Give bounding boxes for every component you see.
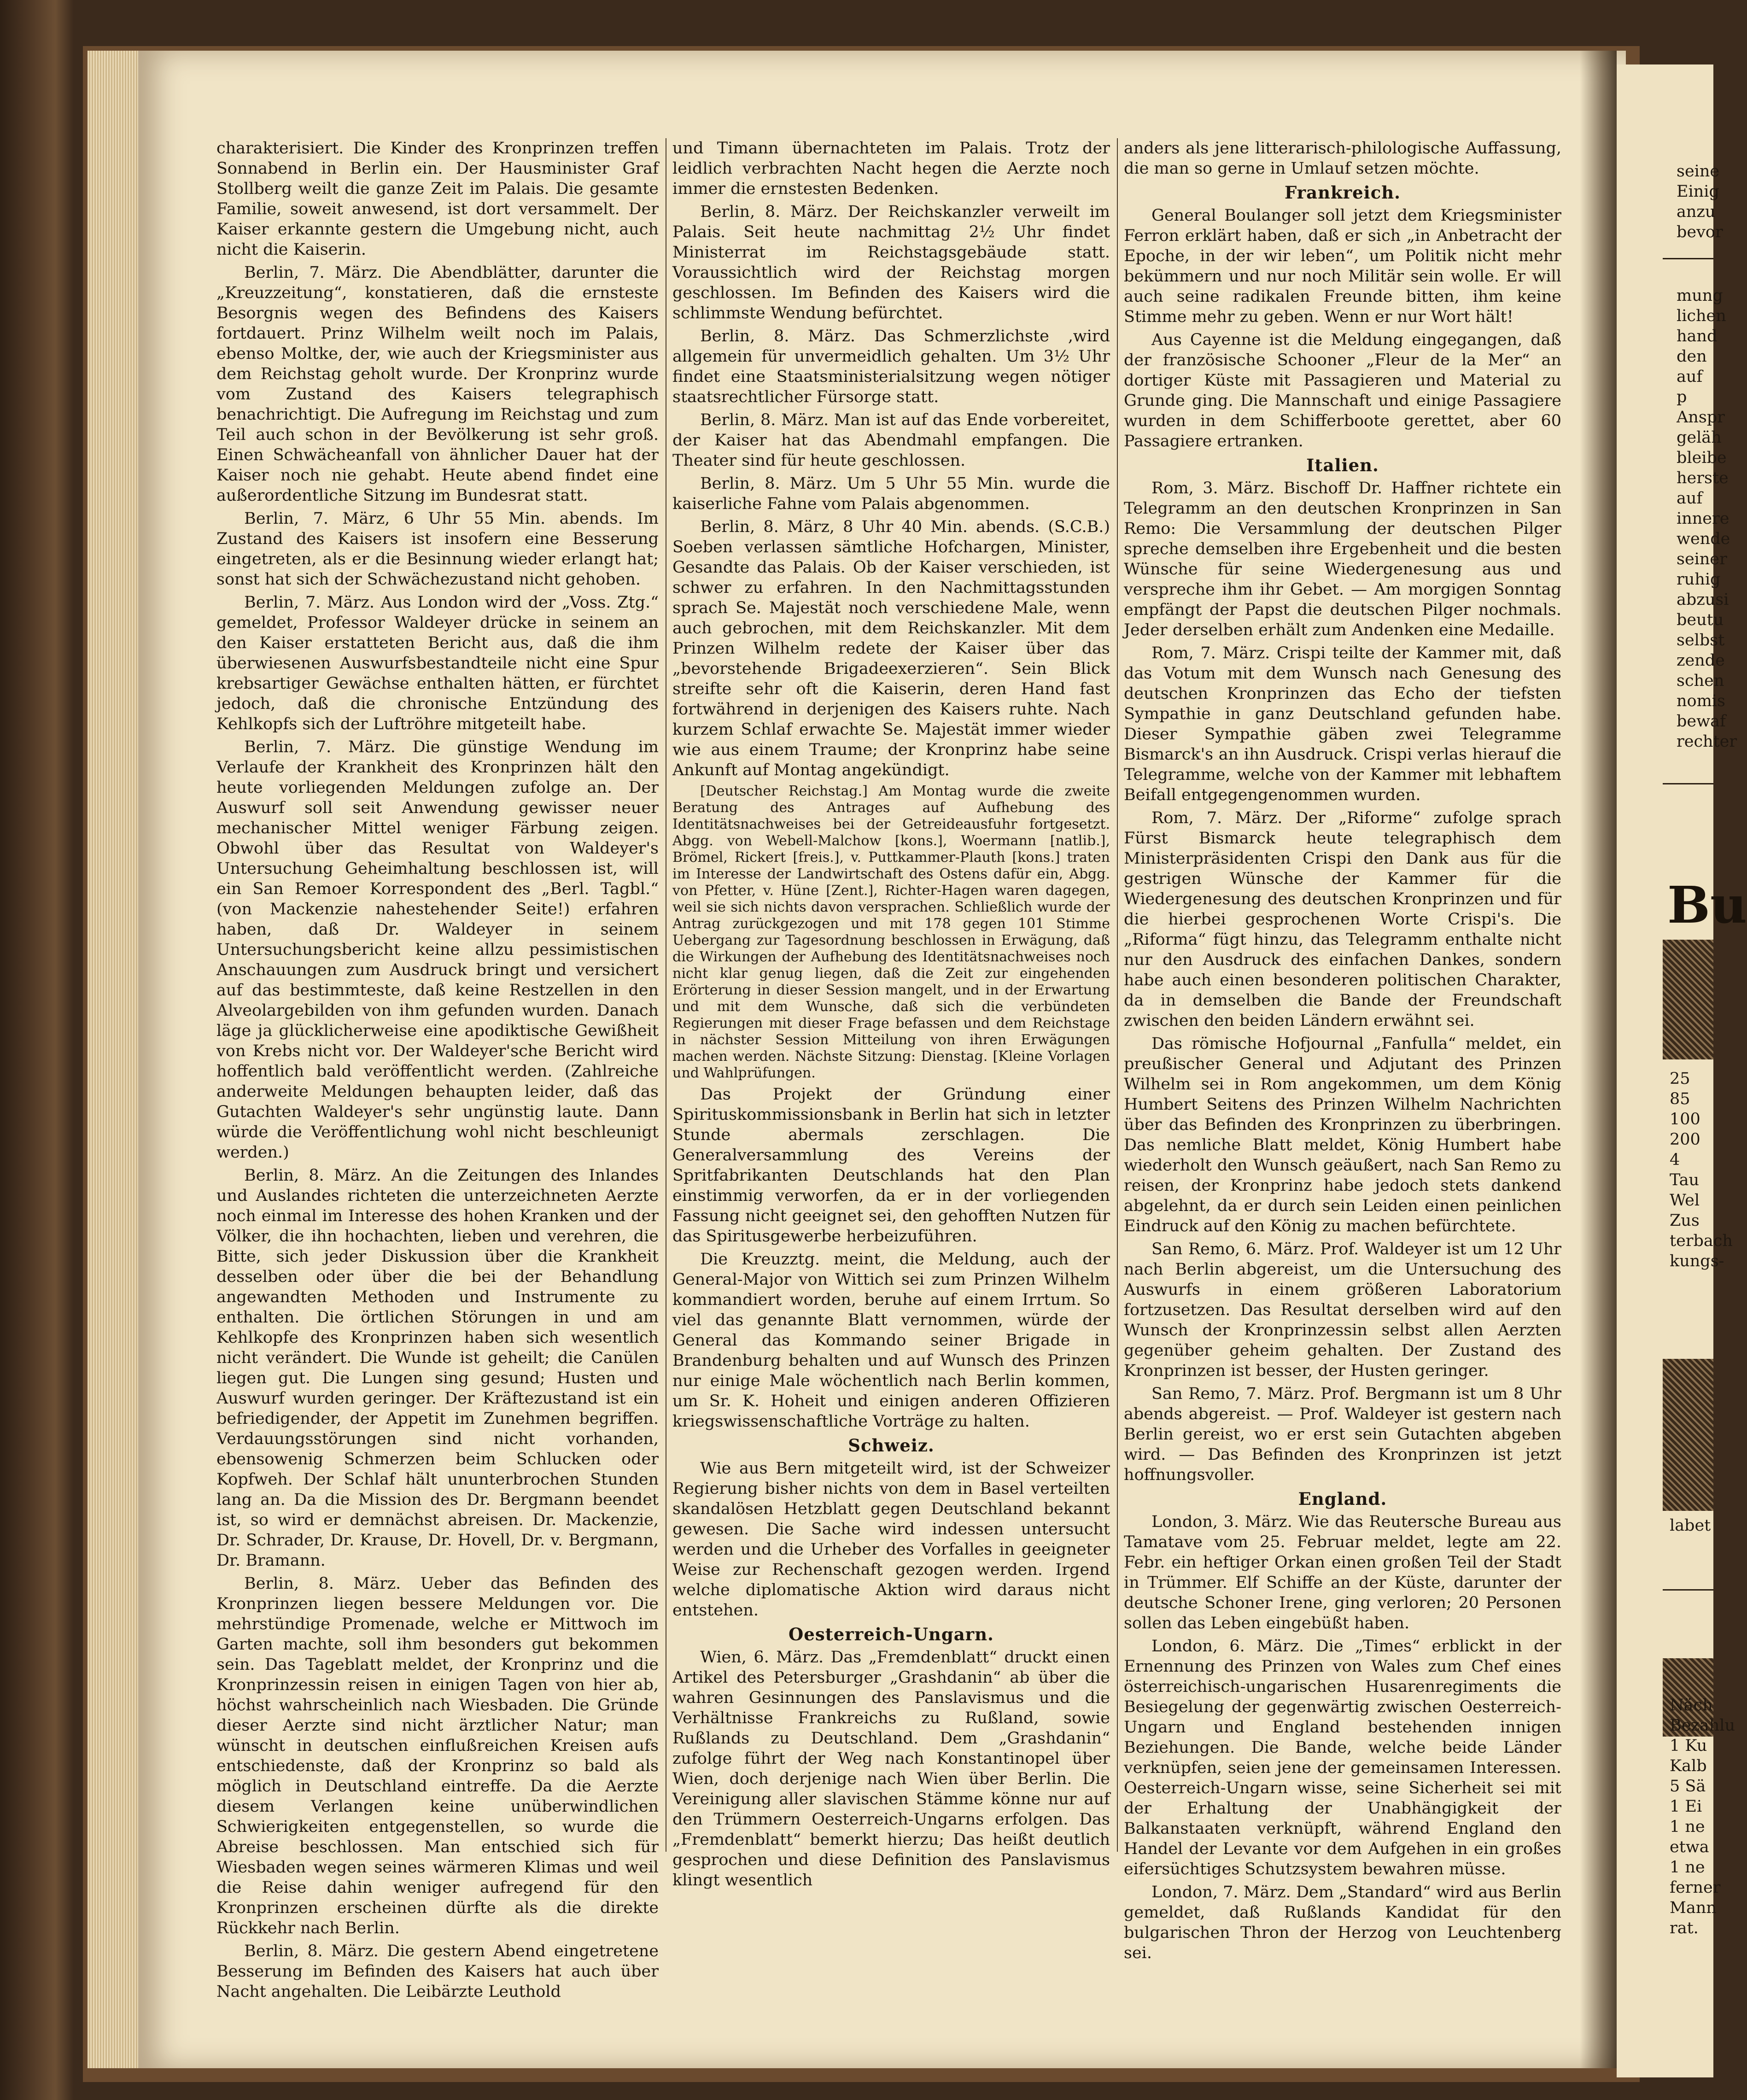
article-paragraph: Rom, 7. März. Der „Riforme“ zufolge sprach Fürst Bismarck heute telegraphisch dem Ministerpräsidenten Crispi den Dank aus für die gestrigen Wünsche der Kammer für die Wiedergenesung des deutschen Kronprinzen und für die hierbei gesprochenen Worte Crispi's. Die „Riforma“ fügt hinzu, das Telegramm enthalte nicht nur den Ausdruck des einfachen Dankes, sondern habe auch einen besonderen politischen Charakter, da in demselben die Bande der Freundschaft zwischen den beiden Ländern erwähnt sei. bbox=[1124, 809, 1561, 1030]
next-page-fragment: Anspr bbox=[1677, 408, 1725, 427]
next-page-bottom-fragments bbox=[1670, 1695, 1735, 1938]
next-page-fragment: nomis bbox=[1677, 692, 1725, 710]
next-page-fragment: auf bbox=[1677, 489, 1703, 508]
next-page-fragment: lichen bbox=[1677, 307, 1726, 325]
article-paragraph: San Remo, 6. März. Prof. Waldeyer ist um 12 Uhr nach Berlin abgereist, um die Untersuchung des Auswurfs in einem größeren Laboratorium fortzusetzen. Das Resultat derselben wird auf den Wunsch der Kronprinzessin selbst allen Aerzten gegenüber geheim gehalten. Der Zustand des Kronprinzen ist besser, der Husten geringer. bbox=[1124, 1240, 1561, 1380]
article-paragraph: Berlin, 8. März. Man ist auf das Ende vorbereitet, der Kaiser hat das Abendmahl empfangen. Die Theater sind für heute geschlossen. bbox=[672, 411, 1110, 470]
next-page-fragment: selbst bbox=[1677, 631, 1725, 649]
next-page-fragment: bewaf bbox=[1677, 712, 1726, 731]
article-paragraph: Berlin, 8. März. Der Reichskanzler verweilt im Palais. Seit heute nachmittag 2½ Uhr findet Ministerrat im Reichstagsgebäude statt. Voraussichtlich wird der Reichstag morgen geschlossen. Im Befinden des Kaisers wird die schlimmste Wendung befürchtet. bbox=[672, 203, 1110, 322]
next-page-top-fragments bbox=[1677, 161, 1723, 242]
article-paragraph: Berlin, 8. März. Das Schmerzlichste ‚wird allgemein für unvermeidlich gehalten. Um 3½ Uhr findet eine Staatsministerialsitzung wegen nötiger staatsrechtlicher Fürsorge statt. bbox=[672, 327, 1110, 406]
article-paragraph: Wie aus Bern mitgeteilt wird, ist der Schweizer Regierung bisher nichts von dem in Basel verteilten skandalösen Hetzblatt gegen Deutschland bekannt gewesen. Die Sache wird indessen untersucht werden und die Urheber des Vorfalles in geeigneter Weise zur Rechenschaft gezogen werden. Irgend welche diplomatische Aktion wird daraus nicht entstehen. bbox=[672, 1459, 1110, 1620]
next-page-fragment: 85 bbox=[1670, 1090, 1690, 1108]
article-paragraph: anders als jene litterarisch-philologische Auffassung, die man so gerne in Umlauf setzen möchte. bbox=[1124, 139, 1561, 178]
article-paragraph: Berlin, 8. März. An die Zeitungen des Inlandes und Auslandes richteten die unterzeichneten Aerzte noch einmal im Interesse des hohen Kranken und der Völker, die ihn hochachten, lieben und verehren, die Bitte, sich jeder Diskussion über die Krankheit desselben oder über die bei der Behandlung angewandten Methoden und Instrumente zu enthalten. Die örtlichen Störungen in und am Kehlkopfe des Kronprinzen haben sich wesentlich nicht verändert. Die Wunde ist geheilt; die Canülen liegen gut. Die Lungen sing gesund; Husten und Auswurf wurden geringer. Der Kräftezustand ist ein befriedigender, der Appetit im Zunehmen begriffen. Verdauungsstörungen sind nicht vorhanden, ebensowenig Schmerzen beim Schlucken oder Kopfweh. Der Schlaf hält ununterbrochen Stunden lang an. Da die Mission des Dr. Bergmann beendet ist, so wird er demnächst abreisen. Dr. Mackenzie, Dr. Schrader, Dr. Krause, Dr. Hovell, Dr. v. Bergmann, Dr. Bramann. bbox=[216, 1166, 659, 1570]
next-page-divider bbox=[1663, 1589, 1713, 1591]
next-page-fragment: 1 ne bbox=[1670, 1858, 1705, 1877]
next-page-fragment: schen bbox=[1677, 672, 1724, 690]
next-page-fragment: innere bbox=[1677, 509, 1729, 528]
section-heading: Oesterreich-Ungarn. bbox=[789, 1624, 994, 1644]
next-page-fragment: terbach bbox=[1670, 1232, 1733, 1250]
article-paragraph: Berlin, 8. März. Um 5 Uhr 55 Min. wurde die kaiserliche Fahne vom Palais abgenommen. bbox=[672, 474, 1110, 513]
next-page-fragment: rechter bbox=[1677, 732, 1737, 751]
next-page-fragment: 1 ne bbox=[1670, 1818, 1705, 1836]
next-page-illustration bbox=[1663, 1359, 1713, 1511]
article-paragraph: Aus Cayenne ist die Meldung eingegangen, daß der französische Schooner „Fleur de la Mer“ an dortiger Küste mit Passagieren und Material zu Grunde ging. Die Mannschaft und einige Passagiere wurden in dem Schifferboote gerettet, aber 60 Passagiere ertranken. bbox=[1124, 331, 1561, 450]
article-paragraph: London, 7. März. Dem „Standard“ wird aus Berlin gemeldet, daß Rußlands Kandidat für den bulgarischen Thron der Herzog von Leuchtenberg sei. bbox=[1124, 1883, 1561, 1962]
next-page-fragment: Wel bbox=[1670, 1191, 1700, 1210]
next-page-label: labet bbox=[1670, 1516, 1711, 1535]
next-page-heading: Bu bbox=[1667, 875, 1747, 935]
article-paragraph: Das römische Hofjournal „Fanfulla“ meldet, ein preußischer General und Adjutant des Prinzen Wilhelm sei in Rom angekommen, um dem König Humbert Seitens des Prinzen Wilhelm Nachrichten über das Befinden des Kronprinzen zu überbringen. Das nemliche Blatt meldet, König Humbert habe wiederholt den Wunsch geäußert, nach San Remo zu reisen, der Kronprinz habe jedoch stets dankend abgelehnt, da er durch sein Leiden einen peinlichen Eindruck auf den König zu machen befürchtete. bbox=[1124, 1035, 1561, 1235]
text-column-2 bbox=[672, 138, 1110, 2004]
article-paragraph: Wien, 6. März. Das „Fremdenblatt“ druckt einen Artikel des Petersburger „Grashdanin“ ab über die wahren Gesinnungen des Panslavismus und die Verhältnisse Frankreichs zu Rußland, sowie Rußlands zu Deutschland. Dem „Grashdanin“ zufolge führt der Weg nach Konstantinopel über Wien, doch derjenige nach Wien über Berlin. Die Vereinigung aller slavischen Stämme könne nur auf den Trümmern Oesterreich-Ungarns erfolgen. Das „Fremdenblatt“ bemerkt hierzu; Das heißt deutlich gesprochen und diese Definition des Panslavismus klingt wesentlich bbox=[672, 1648, 1110, 1889]
article-paragraph: London, 6. März. Die „Times“ erblickt in der Ernennung des Prinzen von Wales zum Chef eines österreichisch-ungarischen Husarenregiments die Besiegelung der gegenwärtig zwischen Oesterreich-Ungarn und England bestehenden innigen Beziehungen. Die Bande, welche beide Länder verknüpfen, seien jene der gemeinsamen Interessen. Oesterreich-Ungarn wisse, seine Sicherheit sei mit der Erhaltung der Unabhängigkeit der Balkanstaaten verknüpft, während England den Handel der Levante vor dem Aufgehen in ein großes eifersüchtiges Schutzsystem bewahren müsse. bbox=[1124, 1637, 1561, 1878]
next-page-fragment: 1 Ku bbox=[1670, 1737, 1707, 1755]
text-column-1 bbox=[216, 138, 659, 2031]
next-page-fragment: etwa bbox=[1670, 1838, 1709, 1856]
article-paragraph: Berlin, 8. März. Die gestern Abend eingetretene Besserung im Befinden des Kaisers hat auch über Nacht angehalten. Die Leibärzte Leuthold bbox=[216, 1942, 659, 2001]
next-page-fragment: kungs- bbox=[1670, 1252, 1724, 1270]
next-page-fragment: 5 Sä bbox=[1670, 1777, 1706, 1796]
article-paragraph: London, 3. März. Wie das Reutersche Bureau aus Tamatave vom 25. Februar meldet, legte am 22. Febr. ein heftiger Orkan einen großen Teil der Stadt in Trümmer. Elf Schiffe an der Küste, darunter der deutsche Schoner Irene, ging verloren; 20 Personen sollen das Leben eingebüßt haben. bbox=[1124, 1513, 1561, 1632]
article-paragraph: Rom, 7. März. Crispi teilte der Kammer mit, daß das Votum mit dem Wunsch nach Genesung des deutschen Kronprinzen das Echo der tiefsten Sympathie in ganz Deutschland gefunden habe. Dieser Sympathie gäben zwei Telegramme Bismarck's an ihn Ausdruck. Crispi verlas hierauf die Telegramme, welche von der Kammer mit lebhaftem Beifall entgegengenommen wurden. bbox=[1124, 644, 1561, 804]
next-page-fragment: Bezahlu bbox=[1670, 1716, 1735, 1735]
next-page-fragment: Einig bbox=[1677, 182, 1719, 201]
next-page-price-fragments bbox=[1670, 1069, 1733, 1271]
next-page-illustration bbox=[1663, 940, 1713, 1059]
gutter-shadow bbox=[1580, 51, 1617, 2068]
article-paragraph: Berlin, 7. März. Die Abendblätter, darunter die „Kreuzzeitung“, konstatieren, daß die ernsteste Besorgnis wegen des Befindens des Kaisers fortdauert. Prinz Wilhelm weilt noch im Palais, ebenso Moltke, der, wie auch der Kriegsminister aus dem Reichstag geholt wurde. Der Kronprinz wurde vom Zustand des Kaisers telegraphisch benachrichtigt. Die Aufregung im Reichstag und zum Teil auch schon in der Bevölkerung ist sehr groß. Einen Schwächeanfall von ähnlicher Dauer hat der Kaiser noch nie gehabt. Heute abend findet eine außerordentliche Sitzung im Bundesrat statt. bbox=[216, 263, 659, 505]
next-page-divider bbox=[1663, 258, 1713, 259]
next-page-fragment: bleibe bbox=[1677, 449, 1727, 467]
next-page-fragment: zende bbox=[1677, 651, 1725, 670]
section-heading: Italien. bbox=[1306, 455, 1379, 475]
next-page-fragment: hand bbox=[1677, 327, 1718, 345]
next-page-fragment: mung bbox=[1677, 287, 1723, 305]
column-rule bbox=[1117, 138, 1118, 1852]
text-column-3 bbox=[1124, 138, 1561, 1962]
section-heading: England. bbox=[1298, 1489, 1387, 1509]
next-page-fragment: herste bbox=[1677, 469, 1729, 487]
next-page-fragment: seiner bbox=[1677, 550, 1727, 568]
section-heading: Schweiz. bbox=[848, 1435, 935, 1456]
next-page-fragment: ruhig bbox=[1677, 570, 1721, 589]
next-page-fragment: seine bbox=[1677, 162, 1720, 181]
next-page-fragment: anzu bbox=[1677, 203, 1716, 221]
next-page-fragment: bevor bbox=[1677, 223, 1723, 241]
page-edges bbox=[88, 51, 143, 2068]
next-page-fragment: auf p bbox=[1677, 368, 1703, 406]
article-paragraph: General Boulanger soll jetzt dem Kriegsminister Ferron erklärt haben, daß er sich „in Anbetracht der Epoche, in der wir leben“, um Politik nicht mehr bekümmern und nur noch Militär sein wolle. Er will auch seine radikalen Freunde bitten, ihm keine Stimme mehr zu geben. Wenn er nur Wort hält! bbox=[1124, 206, 1561, 326]
next-page-fragment: 200 bbox=[1670, 1130, 1700, 1149]
next-page-mid-fragments bbox=[1677, 286, 1737, 752]
next-page-fragment: geläh bbox=[1677, 428, 1722, 447]
article-paragraph: Berlin, 7. März. Aus London wird der „Voss. Ztg.“ gemeldet, Professor Waldeyer drücke in seinem an den Kaiser erstatteten Bericht aus, daß die ihm überwiesenen Auswurfsbestandteile nicht eine Spur krebsartiger Gewächse enthalten hätten, er fürchtet jedoch, daß die chronische Entzündung des Kehlkopfs sich der Luftröhre mitgeteilt habe. bbox=[216, 593, 659, 733]
article-paragraph: und Timann übernachteten im Palais. Trotz der leidlich verbrachten Nacht hegen die Aerzte noch immer die ernstesten Bedenken. bbox=[672, 139, 1110, 198]
next-page-divider bbox=[1663, 783, 1713, 784]
next-page-fragment: wende bbox=[1677, 530, 1730, 548]
next-page-fragment: 4 Tau bbox=[1670, 1151, 1700, 1189]
next-page-fragment: ferner bbox=[1670, 1878, 1721, 1897]
next-page-fragment: 100 bbox=[1670, 1110, 1700, 1129]
article-paragraph: San Remo, 7. März. Prof. Bergmann ist um 8 Uhr abends abgereist. — Prof. Waldeyer ist gestern nach Berlin gereist, wo er erst sein Gutachten abgeben wird. — Das Befinden des Kronprinzen ist jetzt hoffnungsvoller. bbox=[1124, 1385, 1561, 1484]
next-page-fragment: Näch bbox=[1670, 1696, 1713, 1714]
article-paragraph: Berlin, 8. März, 8 Uhr 40 Min. abends. (S.C.B.) Soeben verlassen sämtliche Hofchargen, Minister, Gesandte das Palais. Ob der Kaiser verschieden, ist schwer zu erfahren. In den Nachmittagsstunden sprach Se. Majestät noch verschiedene Male, wenn auch gebrochen, mit dem Reichskanzler. Mit dem Prinzen Wilhelm redete der Kaiser über das „bevorstehende Brigadeexerzieren“. Sein Blick streifte sehr oft die Kaiserin, deren Hand fast fortwährend in derjenigen des Kaisers ruhte. Nach kurzem Schlaf erwachte Se. Majestät immer wieder wie aus einem Traume; der Kronprinz habe seine Ankunft auf Montag angekündigt. bbox=[672, 518, 1110, 779]
next-page-fragment: Mann bbox=[1670, 1899, 1717, 1917]
next-page-fragment: 1 Ei bbox=[1670, 1797, 1702, 1816]
next-page-fragment: beutu bbox=[1677, 611, 1724, 629]
article-paragraph: Das Projekt der Gründung einer Spirituskommissionsbank in Berlin hat sich in letzter Stunde abermals zerschlagen. Die Generalversammlung des Vereins der Spritfabrikanten Deutschlands hat den Plan einstimmig verworfen, da er in der vorliegenden Fassung nicht geeignet sei, den gehofften Nutzen für das Spiritusgewerbe herbeizuführen. bbox=[672, 1085, 1110, 1246]
section-heading: Frankreich. bbox=[1284, 182, 1401, 203]
article-paragraph: Die Kreuzztg. meint, die Meldung, auch der General-Major von Wittich sei zum Prinzen Wilhelm kommandiert worden, beruhe auf einem Irrtum. So viel das genannte Blatt vernommen, würde der General das Kommando seiner Brigade in Brandenburg behalten und auf Wunsch des Prinzen nur einige Male wöchentlich nach Berlin kommen, um Sr. K. Hoheit und einigen anderen Offizieren kriegswissenschaftliche Vorträge zu halten. bbox=[672, 1250, 1110, 1431]
next-page-fragment: Zus bbox=[1670, 1211, 1700, 1230]
article-paragraph: charakterisiert. Die Kinder des Kronprinzen treffen Sonnabend in Berlin ein. Der Hausminister Graf Stollberg weilt die ganze Zeit im Palais. Die gesamte Familie, soweit anwesend, ist dort versammelt. Der Kaiser erkannte gestern die Umgebung nicht, auch nicht die Kaiserin. bbox=[216, 139, 659, 259]
article-paragraph: [Deutscher Reichstag.] Am Montag wurde die zweite Beratung des Antrages auf Aufhebung des Identitätsnachweises bei der Getreideausfuhr fortgesetzt. Abgg. von Webell-Malchow [kons.], Woermann [natlib.], Brömel, Rickert [freis.], v. Puttkammer-Plauth [kons.] traten im Interesse der Landwirtschaft des Ostens dafür ein, Abgg. von Pfetter, v. Hüne [Zent.], Richter-Hagen waren dagegen, weil sie sich nichts davon versprachen. Schließlich wurde der Antrag zurückgezogen und mit 178 gegen 101 Stimme Uebergang zur Tagesordnung beschlossen in Erwägung, daß die Wirkungen der Aufhebung des Identitätsnachweises noch nicht klar genug liegen, daß die Zeit zur eingehenden Erörterung in dieser Session mangelt, und in der Erwartung und mit dem Wunsche, daß sich die verbündeten Regierungen mit dieser Frage befassen und dem Reichstage in nächster Session Mitteilung von ihren Erwägungen machen werden. Nächste Sitzung: Dienstag. [Kleine Vorlagen und Wahlprüfungen. bbox=[672, 783, 1110, 1081]
next-page-fragment: 25 bbox=[1670, 1070, 1690, 1088]
next-page-fragment: Kalb bbox=[1670, 1757, 1707, 1775]
next-page-fragment: abzusi bbox=[1677, 591, 1729, 609]
next-page-fragment: den bbox=[1677, 347, 1707, 366]
next-page-fragment: rat. bbox=[1670, 1919, 1699, 1937]
article-paragraph: Rom, 3. März. Bischoff Dr. Haffner richtete ein Telegramm an den deutschen Kronprinzen in San Remo: Die Versammlung der deutschen Pilger spreche demselben ihre Ergebenheit und die besten Wünsche für seine Wiedergenesung aus und verspreche ihm ihr Gebet. — Am morgigen Sonntag empfängt der Papst die deutschen Pilger nochmals. Jeder derselben erhält zum Andenken eine Medaille. bbox=[1124, 479, 1561, 639]
article-paragraph: Berlin, 8. März. Ueber das Befinden des Kronprinzen liegen bessere Meldungen vor. Die mehrstündige Promenade, welche er Mittwoch im Garten machte, soll ihm besonders gut bekommen sein. Das Tageblatt meldet, der Kronprinz und die Kronprinzessin reisen in einigen Tagen von hier ab, höchst wahrscheinlich nach Wiesbaden. Die Gründe dieser Aerzte sind nicht ärztlicher Natur; man wünscht in deutschen einflußreichen Kreisen aufs entschiedenste, daß der Kronprinz so bald als möglich in Deutschland eintreffe. Da die Aerzte diesem Verlangen keine unüberwindlichen Schwierigkeiten entgegenstellen, so wurde die Abreise beschlossen. Man entschied sich für Wiesbaden wegen seines wärmeren Klimas und weil die Reise dahin weniger aufregend für den Kronprinzen erscheinen dürfte als die direkte Rückkehr nach Berlin. bbox=[216, 1574, 659, 1937]
article-paragraph: Berlin, 7. März. Die günstige Wendung im Verlaufe der Krankheit des Kronprinzen hält den heute vorliegenden Meldungen zufolge an. Der Auswurf soll seit Anwendung gewisser neuer mechanischer Mittel weniger Färbung zeigen. Obwohl über das Resultat von Waldeyer's Untersuchung Geheimhaltung beschlossen ist, will ein San Remoer Korrespondent des „Berl. Tagbl.“ (von Mackenzie nahestehender Seite!) erfahren haben, daß Dr. Waldeyer in seinem Untersuchungsbericht keine allzu pessimistischen Anschauungen zum Ausdruck bringt und versichert auf das bestimmteste, daß keine Restzellen in den Alveolargebilden von ihm gefunden wurden. Danach läge ja glücklicherweise eine apodiktische Gewißheit von Krebs nicht vor. Der Waldeyer'sche Bericht wird hoffentlich bald veröffentlicht werden. (Zahlreiche anderweite Meldungen behaupten leider, daß das Gutachten Waldeyer's sehr ungünstig laute. Dann würde die Veröffentlichung wohl nicht beschleunigt werden.) bbox=[216, 738, 659, 1162]
article-paragraph: Berlin, 7. März, 6 Uhr 55 Min. abends. Im Zustand des Kaisers ist insofern eine Besserung eingetreten, als er die Besinnung wieder erlangt hat; sonst hat sich der Schwächezustand nicht gehoben. bbox=[216, 509, 659, 589]
